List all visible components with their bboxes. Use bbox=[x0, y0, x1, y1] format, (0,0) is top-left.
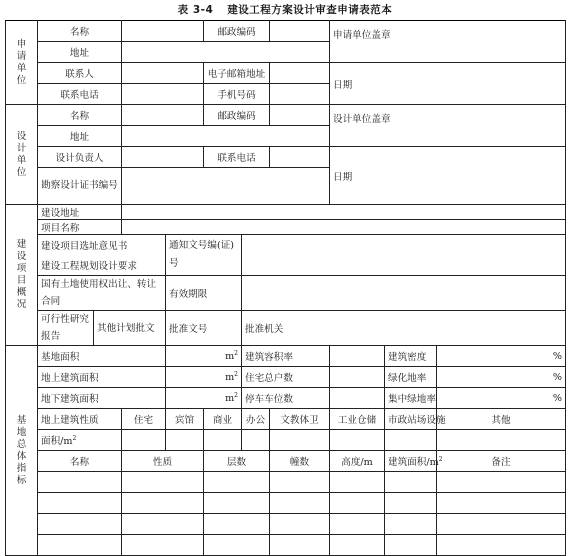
caption-number: 表 3-4 bbox=[177, 4, 214, 16]
area-municipal[interactable] bbox=[385, 430, 437, 451]
project-approval-no-label: 批准文号 bbox=[166, 311, 242, 346]
project-feasibility: 可行性研究报告 bbox=[38, 311, 94, 346]
col-buildings: 幢数 bbox=[270, 451, 330, 472]
above-area-unit: $m^2$ bbox=[166, 367, 242, 388]
designer-address-label: 地址 bbox=[38, 126, 122, 147]
plot-ratio-field[interactable] bbox=[330, 346, 385, 367]
applicant-postcode-field[interactable] bbox=[270, 21, 330, 42]
households-label: 住宅总户数 bbox=[242, 367, 330, 388]
project-location-label: 建设地址 bbox=[38, 205, 122, 220]
applicant-phone-label: 联系电话 bbox=[38, 84, 122, 105]
col-floor-area: 建筑面积$/m^2$ bbox=[385, 451, 437, 472]
designer-postcode-field[interactable] bbox=[270, 105, 330, 126]
project-planning-req: 建设工程规划设计要求 bbox=[38, 255, 166, 276]
type-culture: 文教体卫 bbox=[270, 409, 330, 430]
green-label: 绿化地率 bbox=[385, 367, 437, 388]
applicant-name-label: 名称 bbox=[38, 21, 122, 42]
applicant-section-label: 申请单位 bbox=[6, 21, 38, 105]
base-area-label: 基地面积 bbox=[38, 346, 166, 367]
density-unit: % bbox=[437, 346, 566, 367]
table-row bbox=[6, 493, 566, 514]
designer-postcode-label: 邮政编码 bbox=[204, 105, 270, 126]
project-approval-org-label: 批准机关 bbox=[242, 311, 566, 346]
project-notice-no-field[interactable] bbox=[242, 235, 566, 276]
indicators-section-label: 基地总体指标 bbox=[6, 346, 38, 556]
project-location-field[interactable] bbox=[122, 205, 566, 220]
below-area-label: 地下建筑面积 bbox=[38, 388, 166, 409]
parking-label: 停车车位数 bbox=[242, 388, 330, 409]
applicant-phone-field[interactable] bbox=[122, 84, 204, 105]
area-industrial[interactable] bbox=[330, 430, 385, 451]
designer-address-field[interactable] bbox=[122, 126, 330, 147]
density-label: 建筑密度 bbox=[385, 346, 437, 367]
col-floors: 层数 bbox=[204, 451, 270, 472]
area-commercial[interactable] bbox=[204, 430, 242, 451]
type-industrial: 工业仓储 bbox=[330, 409, 385, 430]
project-name-label: 项目名称 bbox=[38, 220, 122, 235]
designer-name-label: 名称 bbox=[38, 105, 122, 126]
green-concentrated-label: 集中绿地率 bbox=[385, 388, 437, 409]
area-hotel[interactable] bbox=[166, 430, 204, 451]
type-residential: 住宅 bbox=[122, 409, 166, 430]
applicant-address-label: 地址 bbox=[38, 42, 122, 63]
area-label: 面积$/m^2$ bbox=[38, 430, 122, 451]
designer-lead-field[interactable] bbox=[122, 147, 204, 168]
plot-ratio-label: 建筑容积率 bbox=[242, 346, 330, 367]
applicant-email-label: 电子邮箱地址 bbox=[204, 63, 270, 84]
applicant-contact-field[interactable] bbox=[122, 63, 204, 84]
households-field[interactable] bbox=[330, 367, 385, 388]
col-height: 高度/m bbox=[330, 451, 385, 472]
green-concentrated-unit: % bbox=[437, 388, 566, 409]
table-row bbox=[6, 514, 566, 535]
table-caption bbox=[0, 0, 570, 22]
col-nature: 性质 bbox=[122, 451, 204, 472]
parking-field[interactable] bbox=[330, 388, 385, 409]
caption-title: 建设工程方案设计审查申请表范本 bbox=[227, 4, 393, 16]
applicant-date: 日期 bbox=[330, 63, 566, 105]
col-name: 名称 bbox=[38, 451, 122, 472]
above-area-label: 地上建筑面积 bbox=[38, 367, 166, 388]
designer-date: 日期 bbox=[330, 147, 566, 205]
applicant-name-field[interactable] bbox=[122, 21, 204, 42]
area-office[interactable] bbox=[242, 430, 270, 451]
application-form bbox=[5, 20, 566, 556]
designer-cert-label: 勘察设计证书编号 bbox=[38, 168, 122, 205]
applicant-address-field[interactable] bbox=[122, 42, 330, 63]
project-section-label: 建设项目概况 bbox=[6, 205, 38, 346]
project-notice-no-label: 通知文号编(证)号 bbox=[166, 235, 242, 276]
designer-phone-label: 联系电话 bbox=[204, 147, 270, 168]
applicant-seal: 申请单位盖章 bbox=[330, 21, 566, 63]
project-validity-field[interactable] bbox=[242, 276, 566, 311]
area-other[interactable] bbox=[437, 430, 566, 451]
designer-section-label: 设计单位 bbox=[6, 105, 38, 205]
area-culture[interactable] bbox=[270, 430, 330, 451]
base-area-unit: $m^2$ bbox=[166, 346, 242, 367]
project-validity-label: 有效期限 bbox=[166, 276, 242, 311]
type-municipal: 市政站场设施 bbox=[385, 409, 437, 430]
project-name-field[interactable] bbox=[122, 220, 566, 235]
designer-seal: 设计单位盖章 bbox=[330, 105, 566, 147]
type-hotel: 宾馆 bbox=[166, 409, 204, 430]
applicant-mobile-label: 手机号码 bbox=[204, 84, 270, 105]
col-remarks: 备注 bbox=[437, 451, 566, 472]
type-other: 其他 bbox=[437, 409, 566, 430]
designer-lead-label: 设计负责人 bbox=[38, 147, 122, 168]
project-other-plan: 其他计划批文 bbox=[94, 311, 166, 346]
designer-name-field[interactable] bbox=[122, 105, 204, 126]
designer-phone-field[interactable] bbox=[270, 147, 330, 168]
designer-cert-field[interactable] bbox=[122, 168, 330, 205]
applicant-email-field[interactable] bbox=[270, 63, 330, 84]
area-residential[interactable] bbox=[122, 430, 166, 451]
applicant-contact-label: 联系人 bbox=[38, 63, 122, 84]
below-area-unit: $m^2$ bbox=[166, 388, 242, 409]
nature-label: 地上建筑性质 bbox=[38, 409, 122, 430]
applicant-mobile-field[interactable] bbox=[270, 84, 330, 105]
table-row bbox=[6, 535, 566, 556]
green-unit: % bbox=[437, 367, 566, 388]
type-office: 办公 bbox=[242, 409, 270, 430]
type-commercial: 商业 bbox=[204, 409, 242, 430]
table-row bbox=[6, 472, 566, 493]
project-site-opinion: 建设项目选址意见书 bbox=[38, 235, 166, 256]
project-land-right: 国有土地使用权出让、转让合同 bbox=[38, 276, 166, 311]
applicant-postcode-label: 邮政编码 bbox=[204, 21, 270, 42]
